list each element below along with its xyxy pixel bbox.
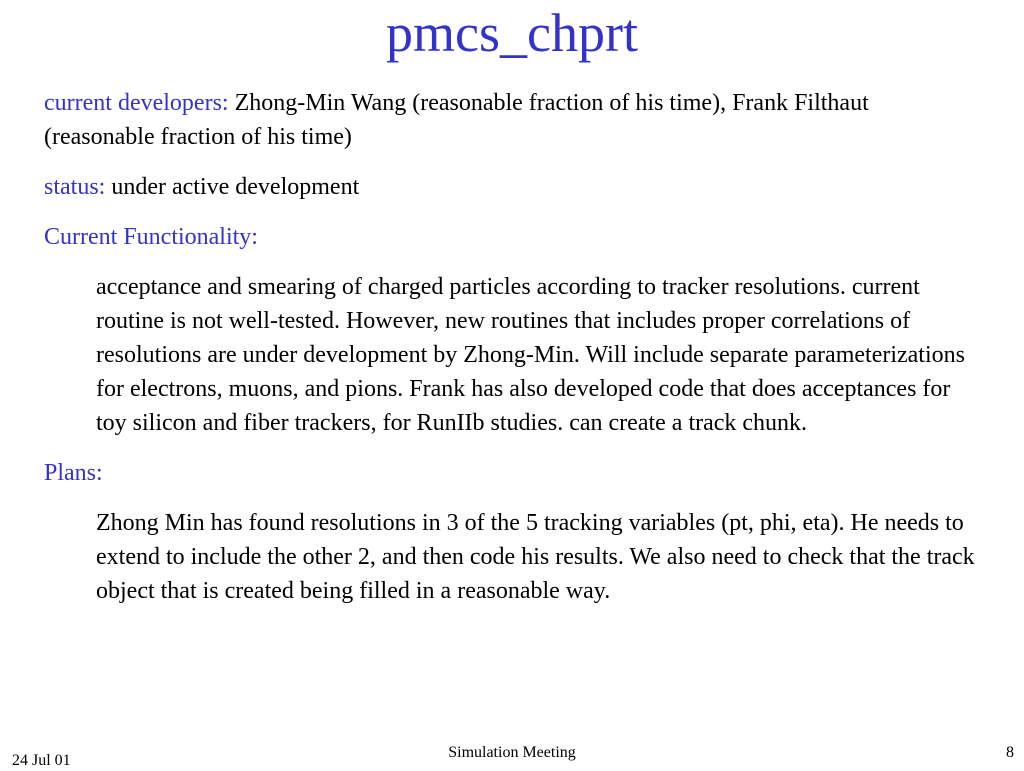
footer-title: Simulation Meeting bbox=[448, 744, 576, 761]
plans-text: Zhong Min has found resolutions in 3 of the 5 tracking variables (pt, phi, eta). He needs to extend to include the other 2, and then code his results. We also need to check that the track object that is created being filled in a reasonable way. bbox=[96, 510, 975, 604]
functionality-text: acceptance and smearing of charged particles according to tracker resolutions. current routine is not well-tested. However, new routines that includes proper correlations of resolutions are under development by Zhong-Min. Will include separate parameterizations for electrons, muons, and pions. Frank has also developed code that does acceptances for toy silicon and fiber trackers, for RunIIb studies. can create a track chunk. bbox=[96, 274, 965, 436]
status-label: status: bbox=[44, 174, 106, 200]
status-text: under active development bbox=[105, 174, 360, 200]
developers-text: Zhong-Min Wang (reasonable fraction of his time), Frank Filthaut (reasonable fraction of his time) bbox=[44, 90, 869, 150]
page-number: 8 bbox=[1006, 744, 1014, 761]
developers-label: current developers: bbox=[44, 90, 229, 116]
functionality-heading: Current Functionality: bbox=[44, 224, 258, 250]
developers-paragraph bbox=[44, 86, 984, 154]
slide-title: pmcs_chprt bbox=[386, 3, 638, 63]
footer-date: 24 Jul 01 bbox=[12, 752, 71, 769]
plans-heading: Plans: bbox=[44, 460, 103, 486]
slide-body bbox=[44, 86, 984, 624]
status-paragraph bbox=[44, 170, 984, 204]
